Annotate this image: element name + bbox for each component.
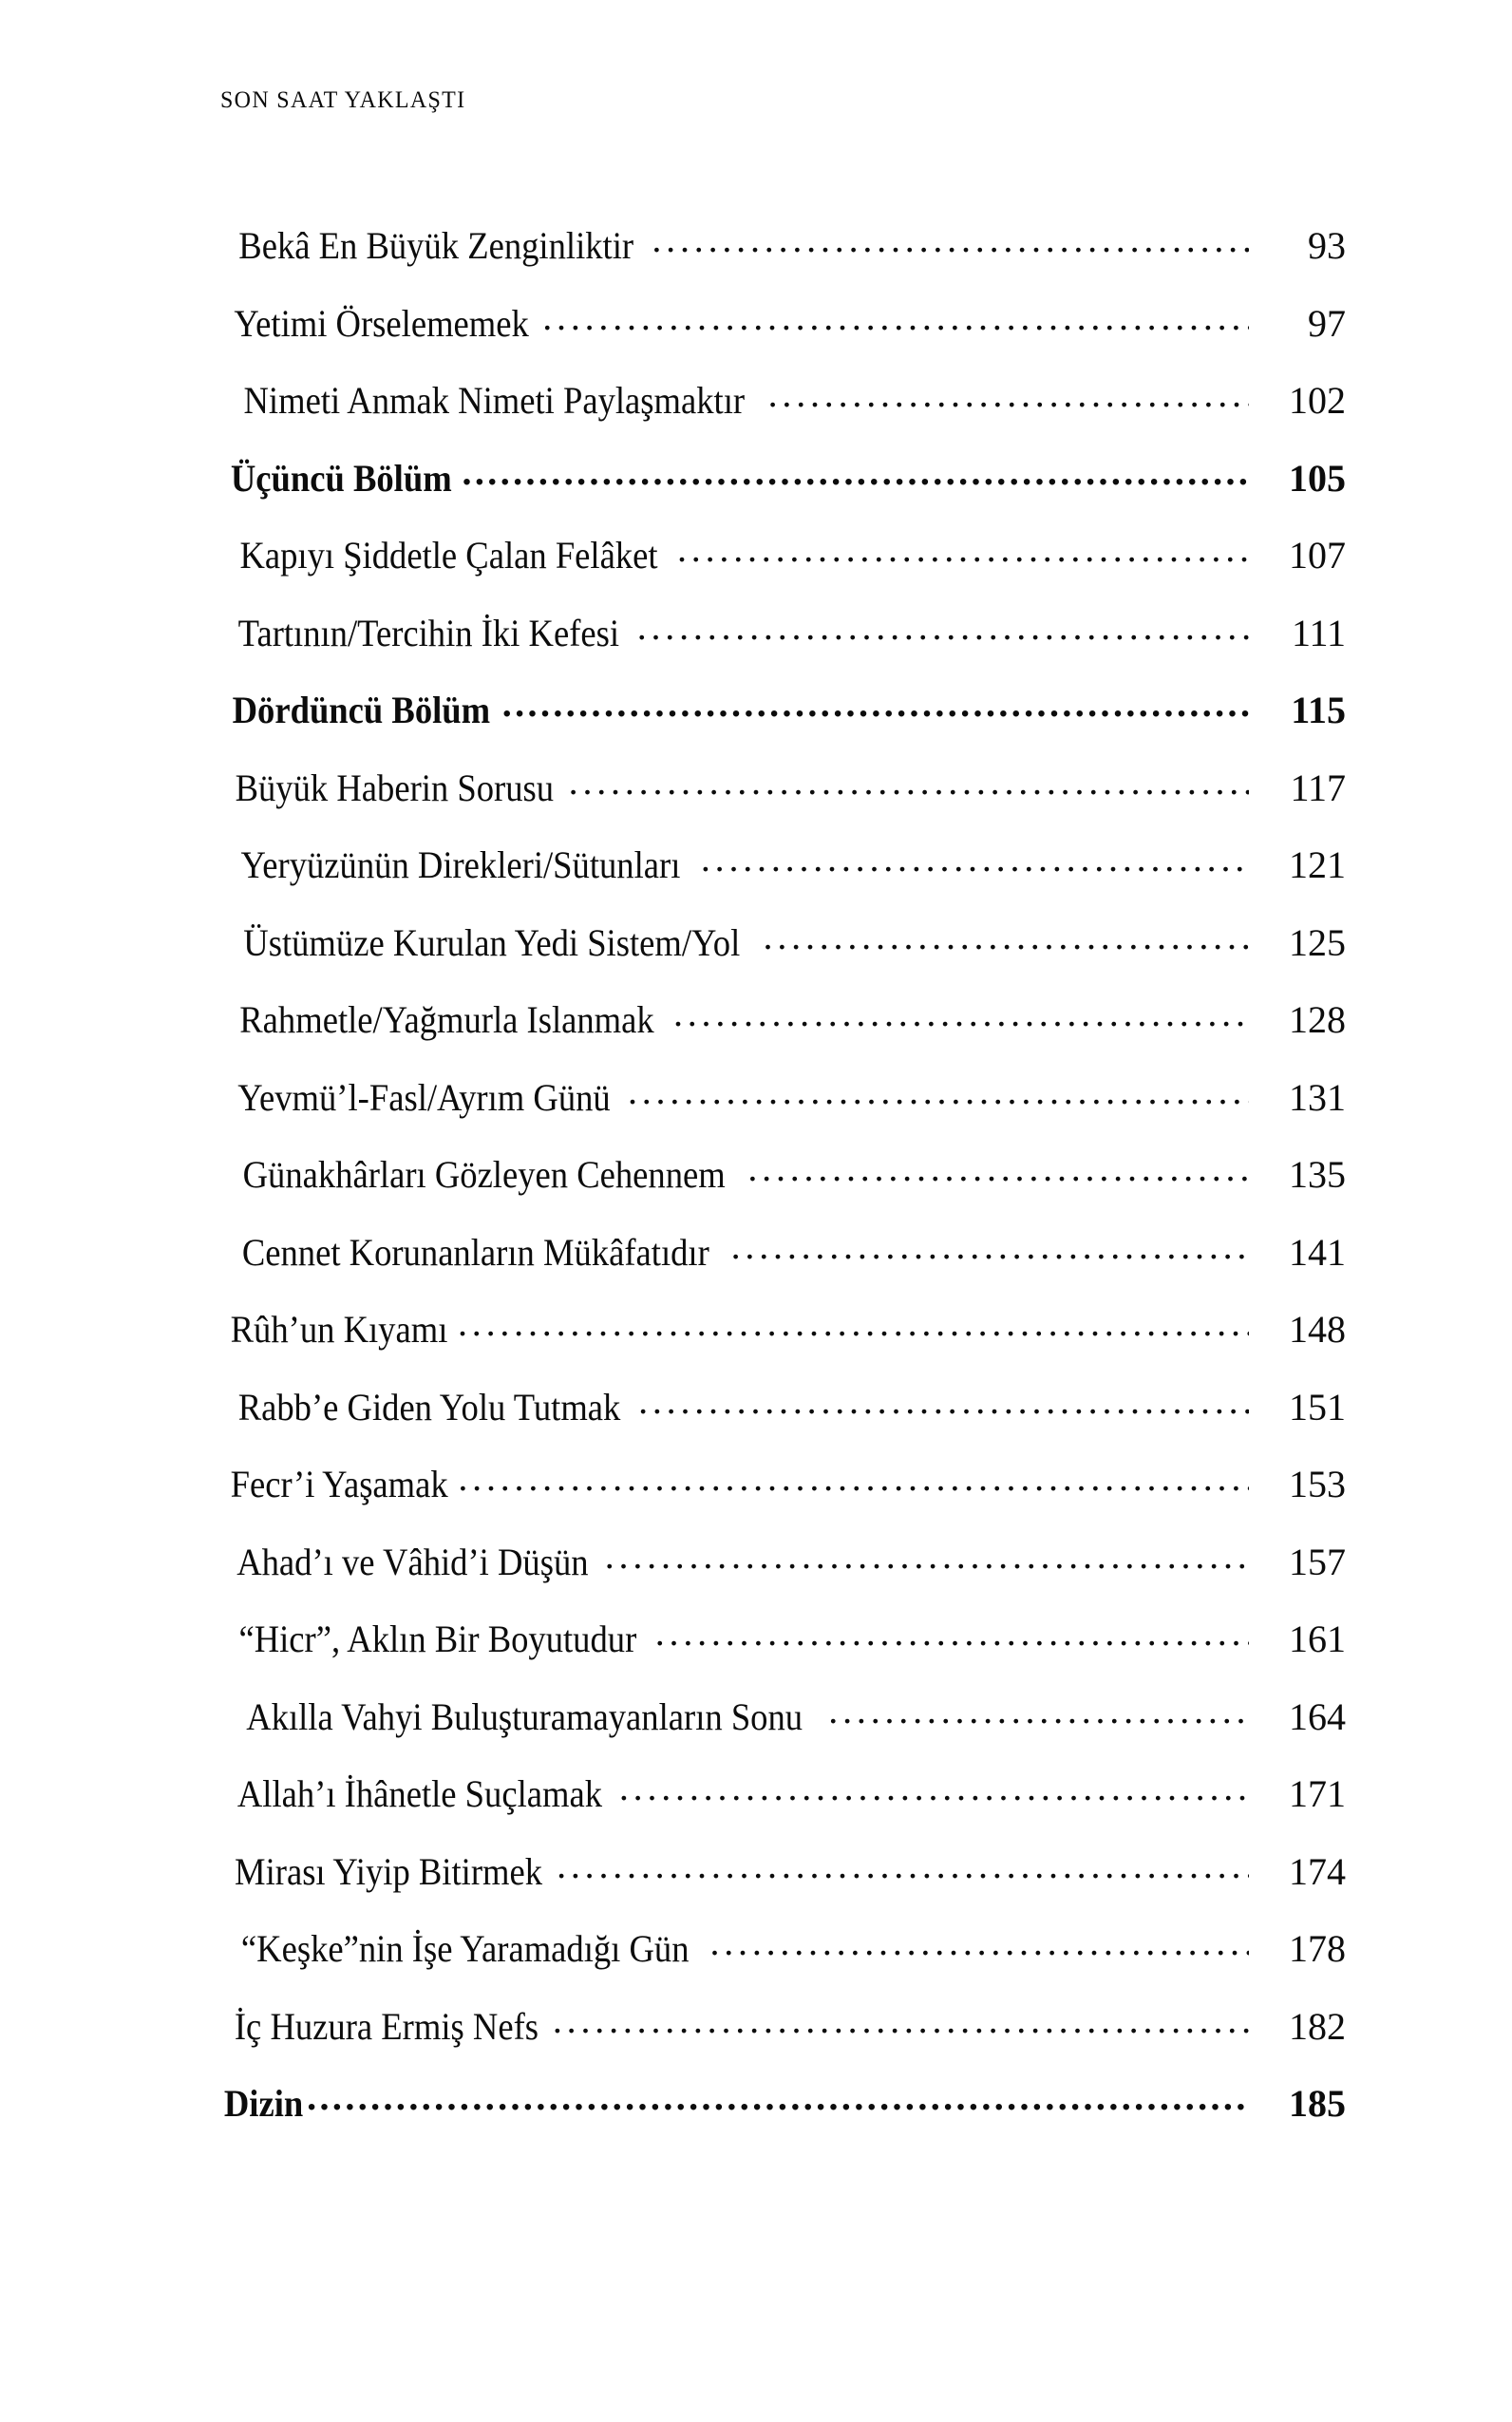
toc-entry-page-number: 174 [1289, 1849, 1346, 1893]
toc-dot-leader [637, 608, 1249, 646]
toc-entry-title: Mirası Yiyip Bitirmek [235, 1849, 543, 1893]
toc-entry-title: “Keşke”nin İşe Yaramadığı Gün [240, 1927, 690, 1970]
toc-entry-title: “Hicr”, Aklın Bir Boyutudur [238, 1618, 637, 1660]
toc-dot-leader [677, 530, 1249, 568]
toc-entry-page-number: 182 [1289, 2004, 1346, 2048]
toc-dot-leader [673, 994, 1249, 1032]
toc-entry-page-number: 121 [1289, 843, 1346, 886]
toc-entry-title: Dizin [223, 2082, 304, 2125]
toc-dot-leader [605, 1537, 1249, 1575]
toc-entry[interactable] [220, 1537, 1346, 1615]
toc-entry-title: Kapıyı Şiddetle Çalan Felâket [239, 534, 658, 577]
toc-entry-title: Nimeti Anmak Nimeti Paylaşmaktır [243, 379, 746, 422]
toc-entry[interactable] [220, 763, 1346, 841]
toc-entry[interactable] [220, 220, 1346, 298]
toc-dot-leader [709, 1923, 1249, 1961]
toc-entry-page-number: 125 [1289, 920, 1346, 964]
toc-entry[interactable] [220, 685, 1346, 763]
toc-entry-title: Büyük Haberin Sorusu [235, 766, 555, 809]
toc-entry-page-number: 93 [1308, 224, 1346, 267]
toc-entry[interactable] [220, 298, 1346, 376]
toc-dot-leader [463, 453, 1250, 491]
toc-entry[interactable] [220, 1923, 1346, 2001]
toc-dot-leader [557, 1846, 1249, 1884]
toc-dot-leader [768, 375, 1249, 413]
toc-entry-title: Tartının/Tercihin İki Kefesi [237, 611, 620, 654]
toc-entry-page-number: 117 [1290, 766, 1346, 809]
toc-entry-page-number: 185 [1289, 2082, 1346, 2125]
toc-entry-page-number: 135 [1289, 1153, 1346, 1196]
toc-entry-page-number: 164 [1289, 1694, 1346, 1738]
toc-entry-page-number: 157 [1289, 1540, 1346, 1583]
toc-entry-page-number: 151 [1289, 1385, 1346, 1429]
toc-entry-title: Ahad’ı ve Vâhid’i Düşün [236, 1540, 589, 1583]
toc-dot-leader [553, 2001, 1249, 2039]
toc-dot-leader [652, 220, 1249, 258]
toc-entry-title: İç Huzura Ermiş Nefs [234, 2004, 539, 2048]
toc-entry[interactable] [220, 1692, 1346, 1769]
toc-entry-page-number: 105 [1289, 456, 1346, 500]
toc-entry-title: Rahmetle/Yağmurla Islanmak [239, 998, 654, 1041]
toc-entry-title: Dördüncü Bölüm [232, 689, 491, 731]
toc-entry-page-number: 97 [1308, 301, 1346, 345]
toc-entry-title: Günakhârları Gözleyen Cehennem [242, 1153, 726, 1196]
toc-entry[interactable] [220, 1846, 1346, 1924]
toc-entry[interactable] [220, 1304, 1346, 1382]
toc-entry[interactable] [220, 918, 1346, 995]
toc-entry-title: Rabb’e Giden Yolu Tutmak [237, 1385, 621, 1429]
toc-entry-page-number: 107 [1289, 534, 1346, 577]
toc-entry[interactable] [220, 530, 1346, 608]
toc-entry[interactable] [220, 2001, 1346, 2079]
toc-entry[interactable] [220, 1149, 1346, 1227]
toc-entry-title: Rûh’un Kıyamı [230, 1308, 448, 1351]
toc-dot-leader [731, 1227, 1249, 1265]
toc-dot-leader [828, 1692, 1249, 1730]
toc-entry[interactable] [220, 608, 1346, 686]
toc-entry[interactable] [220, 1614, 1346, 1692]
table-of-contents [220, 220, 1346, 2156]
toc-entry-page-number: 131 [1289, 1075, 1346, 1119]
toc-dot-leader [747, 1149, 1249, 1187]
toc-entry-page-number: 161 [1289, 1618, 1346, 1660]
toc-entry[interactable] [220, 375, 1346, 453]
toc-dot-leader [619, 1769, 1249, 1807]
toc-entry-page-number: 171 [1289, 1772, 1346, 1815]
toc-entry[interactable] [220, 1769, 1346, 1846]
toc-entry[interactable] [220, 2078, 1346, 2156]
toc-entry-title: Yevmü’l-Fasl/Ayrım Günü [237, 1075, 611, 1119]
toc-dot-leader [458, 1304, 1249, 1342]
toc-entry-page-number: 178 [1289, 1927, 1346, 1970]
toc-entry-title: Allah’ı İhânetle Suçlamak [236, 1772, 603, 1815]
toc-entry-page-number: 148 [1289, 1308, 1346, 1351]
toc-entry-page-number: 153 [1289, 1463, 1346, 1505]
toc-dot-leader [502, 685, 1249, 723]
running-header: SON SAAT YAKLAŞTI [220, 87, 466, 113]
toc-dot-leader [569, 763, 1249, 801]
toc-entry[interactable] [220, 453, 1346, 531]
toc-entry-title: Bekâ En Büyük Zenginliktir [238, 224, 634, 267]
toc-entry[interactable] [220, 1459, 1346, 1537]
toc-entry-page-number: 141 [1289, 1230, 1346, 1274]
toc-dot-leader [764, 918, 1249, 956]
toc-entry[interactable] [220, 1072, 1346, 1150]
toc-entry-page-number: 102 [1289, 379, 1346, 422]
toc-dot-leader [701, 840, 1249, 878]
toc-entry-title: Yetimi Örselememek [234, 301, 529, 345]
toc-entry-title: Cennet Korunanların Mükâfatıdır [241, 1230, 709, 1274]
toc-entry-page-number: 111 [1291, 611, 1346, 654]
toc-entry[interactable] [220, 840, 1346, 918]
toc-dot-leader [458, 1459, 1249, 1497]
toc-entry[interactable] [220, 994, 1346, 1072]
toc-entry-title: Akılla Vahyi Buluşturamayanların Sonu [246, 1694, 803, 1738]
toc-entry-page-number: 128 [1289, 998, 1346, 1041]
toc-dot-leader [655, 1614, 1249, 1652]
toc-entry-title: Üstümüze Kurulan Yedi Sistem/Yol [243, 920, 741, 964]
toc-dot-leader [542, 298, 1249, 336]
toc-entry[interactable] [220, 1227, 1346, 1305]
toc-dot-leader [638, 1382, 1249, 1420]
toc-entry-title: Üçüncü Bölüm [230, 456, 452, 500]
toc-dot-leader [307, 2078, 1249, 2116]
toc-entry-page-number: 115 [1291, 689, 1346, 731]
toc-entry-title: Yeryüzünün Direkleri/Sütunları [240, 843, 681, 886]
toc-entry-title: Fecr’i Yaşamak [230, 1463, 448, 1505]
toc-dot-leader [628, 1072, 1249, 1110]
toc-entry[interactable] [220, 1382, 1346, 1460]
